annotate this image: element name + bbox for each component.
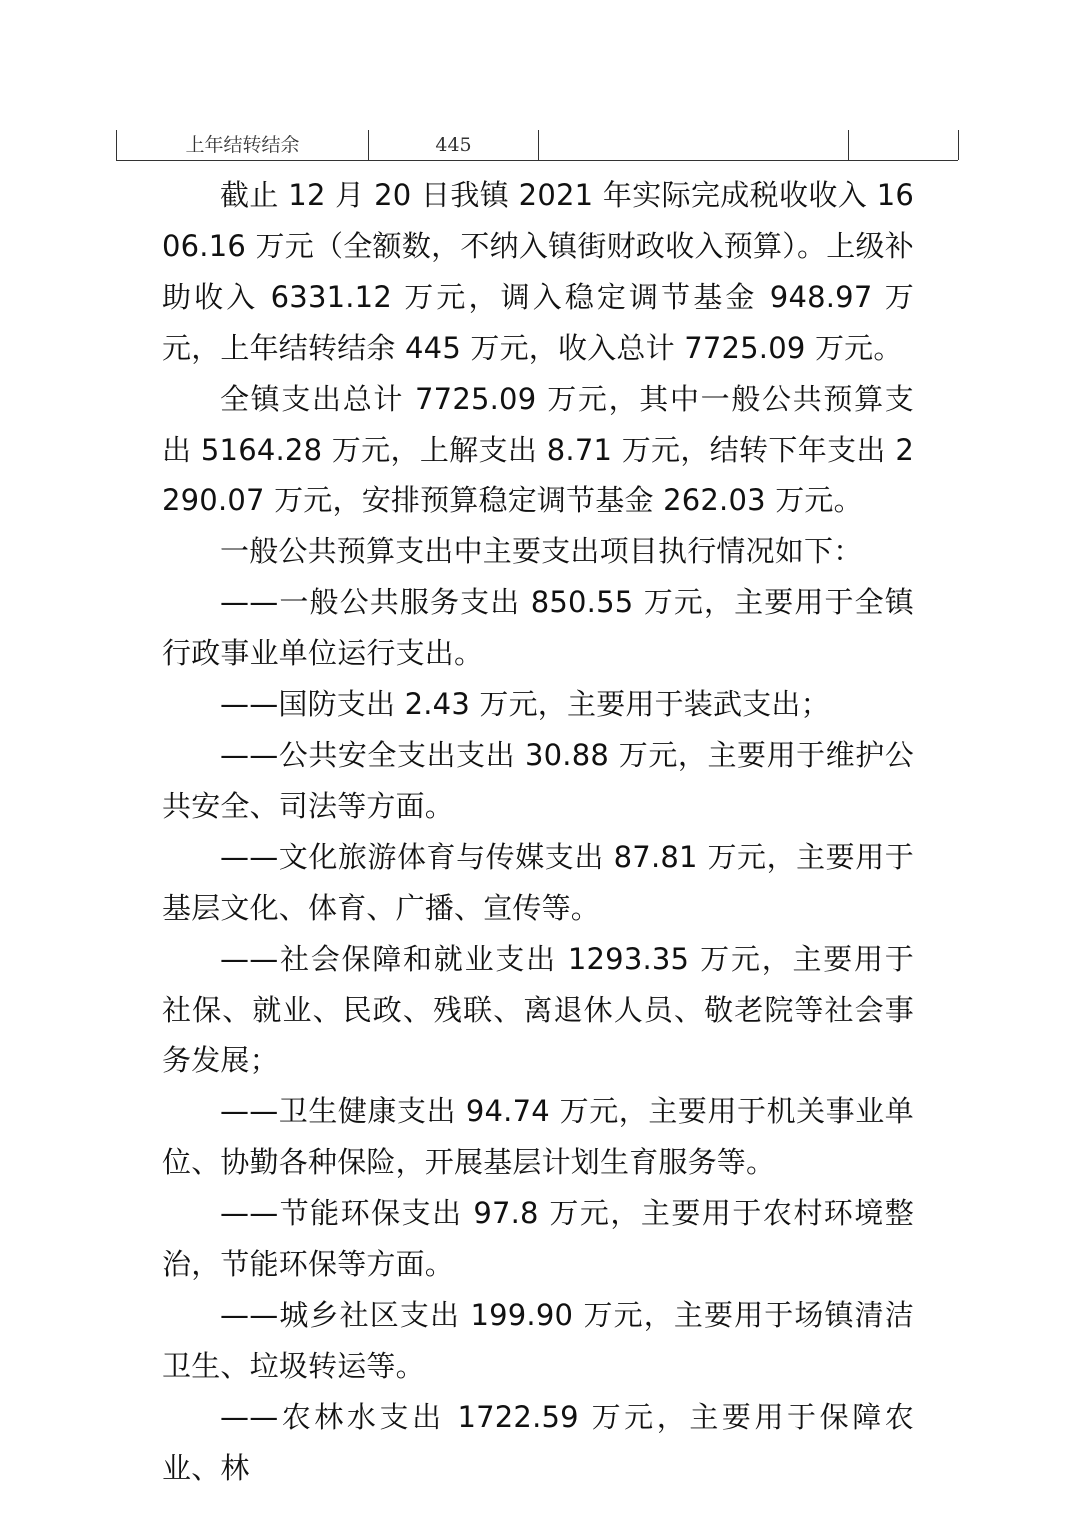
paragraph-social-security: ——社会保障和就业支出 1293.35 万元，主要用于社保、就业、民政、残联、离退休人员、敬老院等社会事务发展； (162, 941, 914, 1078)
paragraph-public-security: ——公共安全支出支出 30.88 万元，主要用于维护公共安全、司法等方面。 (162, 737, 914, 823)
document-body (162, 170, 914, 1494)
paragraph-urban-rural: ——城乡社区支出 199.90 万元，主要用于场镇清洁卫生、垃圾转运等。 (162, 1297, 914, 1383)
budget-table-fragment (116, 130, 958, 161)
table-cell-empty (848, 130, 958, 160)
paragraph-general-public-services: ——一般公共服务支出 850.55 万元，主要用于全镇行政事业单位运行支出。 (162, 585, 914, 671)
paragraph-agriculture: ——农林水支出 1722.59 万元，主要用于保障农业、林 (162, 1399, 914, 1485)
table-cell-label: 上年结转结余 (116, 130, 368, 160)
paragraph-defense: ——国防支出 2.43 万元，主要用于装武支出； (220, 687, 830, 722)
paragraph-expenditure-total: 全镇支出总计 7725.09 万元，其中一般公共预算支出 5164.28 万元，上解支出 8.71 万元，结转下年支出 2290.07 万元，安排预算稳定调节基金 262.03 万元。 (162, 381, 914, 518)
paragraph-revenue: 截止 12 月 20 日我镇 2021 年实际完成税收收入 1606.16 万元（全额数，不纳入镇街财政收入预算）。上级补助收入 6331.12 万元，调入稳定调节基金 948.97 万元，上年结转结余 445 万元，收入总计 7725.09 万元。 (162, 178, 914, 365)
table-cell-value: 445 (368, 130, 538, 160)
paragraph-culture-tourism: ——文化旅游体育与传媒支出 87.81 万元，主要用于基层文化、体育、广播、宣传等。 (162, 839, 914, 925)
paragraph-health: ——卫生健康支出 94.74 万元，主要用于机关事业单位、协勤各种保险，开展基层计划生育服务等。 (162, 1094, 914, 1180)
table-cell-empty (538, 130, 848, 160)
table-right-border (958, 130, 959, 160)
paragraph-environment: ——节能环保支出 97.8 万元，主要用于农村环境整治，节能环保等方面。 (162, 1196, 914, 1282)
paragraph-intro: 一般公共预算支出中主要支出项目执行情况如下： (220, 534, 863, 569)
